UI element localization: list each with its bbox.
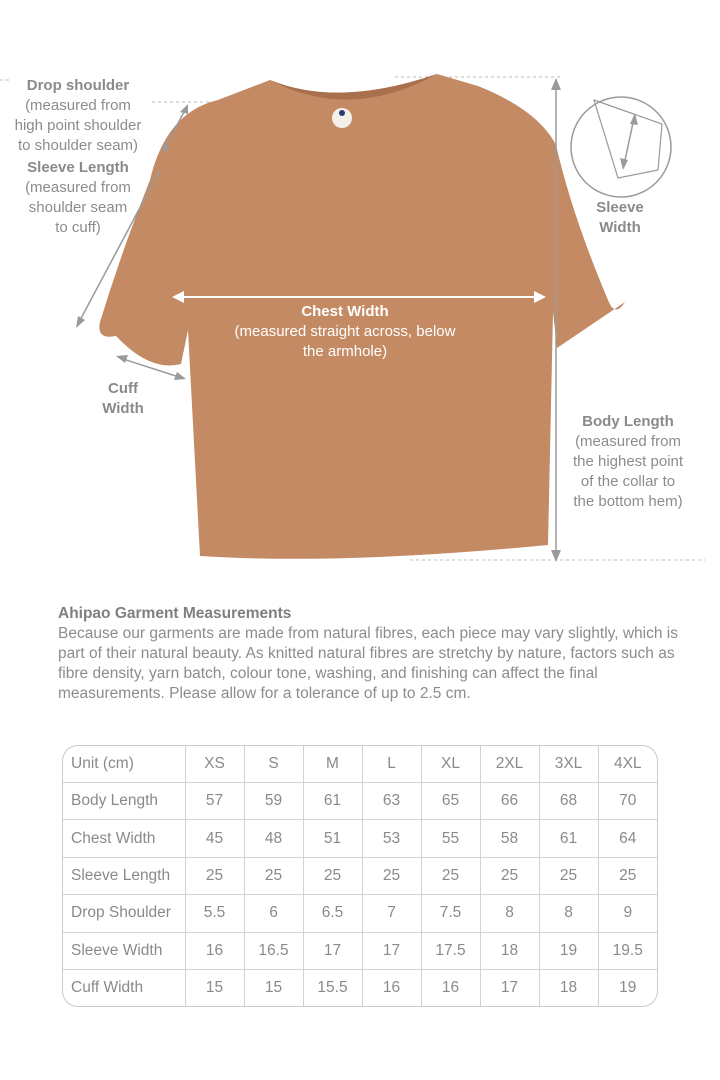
sleeve-length-line-1: (measured from — [25, 179, 131, 196]
chest-width-title: Chest Width — [301, 303, 389, 320]
cuff-width-title-1: Cuff — [108, 380, 138, 397]
drop-shoulder-arrow-head-top — [180, 104, 188, 114]
table-row — [63, 820, 657, 857]
table-cell: 61 — [303, 782, 362, 819]
table-cell: 25 — [480, 857, 539, 894]
table-cell: 48 — [244, 820, 303, 857]
table-cell: 8 — [480, 895, 539, 932]
measurement-name-cell: Cuff Width — [63, 970, 185, 1006]
size-header-cell: XS — [185, 746, 244, 782]
table-cell: 51 — [303, 820, 362, 857]
table-cell: 25 — [185, 857, 244, 894]
table-row — [63, 932, 657, 969]
table-cell: 70 — [598, 782, 657, 819]
info-title: Ahipao Garment Measurements — [58, 605, 292, 622]
measurement-name-cell: Drop Shoulder — [63, 895, 185, 932]
table-cell: 18 — [480, 932, 539, 969]
size-header-cell: XL — [421, 746, 480, 782]
drop-shoulder-line-2: high point shoulder — [14, 117, 142, 134]
table-cell: 53 — [362, 820, 421, 857]
table-cell: 15 — [244, 970, 303, 1006]
table-cell: 25 — [244, 857, 303, 894]
table-cell: 16 — [362, 970, 421, 1006]
table-cell: 25 — [421, 857, 480, 894]
table-cell: 15 — [185, 970, 244, 1006]
cuff-width-title-2: Width — [102, 400, 144, 417]
table-cell: 61 — [539, 820, 598, 857]
size-header-cell: S — [244, 746, 303, 782]
table-cell: 55 — [421, 820, 480, 857]
chest-width-line-2: the armhole) — [302, 343, 388, 360]
table-cell: 68 — [539, 782, 598, 819]
table-cell: 63 — [362, 782, 421, 819]
body-length-line-4: the bottom hem) — [573, 493, 683, 510]
size-header-cell: 2XL — [480, 746, 539, 782]
sleeve-length-arrow-head — [76, 316, 85, 328]
table-row — [63, 782, 657, 819]
table-cell: 16 — [185, 932, 244, 969]
sleeve-width-title-2: Width — [599, 219, 641, 236]
table-cell: 66 — [480, 782, 539, 819]
table-cell: 17 — [480, 970, 539, 1006]
table-cell: 6.5 — [303, 895, 362, 932]
brand-logo-icon — [339, 110, 345, 116]
body-length-line-3: of the collar to — [580, 473, 676, 490]
size-header-cell: M — [303, 746, 362, 782]
table-row — [63, 895, 657, 932]
table-cell: 16.5 — [244, 932, 303, 969]
measurement-name-cell: Chest Width — [63, 820, 185, 857]
table-cell: 58 — [480, 820, 539, 857]
size-table — [62, 745, 658, 1007]
table-cell: 59 — [244, 782, 303, 819]
table-cell: 65 — [421, 782, 480, 819]
cuff-width-label — [84, 379, 162, 419]
chest-width-line-1: (measured straight across, below — [234, 323, 456, 340]
measurement-name-cell: Body Length — [63, 782, 185, 819]
unit-header-cell: Unit (cm) — [63, 746, 185, 782]
table-cell: 25 — [303, 857, 362, 894]
drop-shoulder-label — [2, 76, 154, 156]
body-length-line-1: (measured from — [575, 433, 681, 450]
measurements-info — [58, 604, 678, 704]
chest-width-label — [225, 302, 465, 362]
table-cell: 45 — [185, 820, 244, 857]
drop-shoulder-line-3: to shoulder seam) — [17, 137, 139, 154]
table-cell: 25 — [598, 857, 657, 894]
table-cell: 19 — [598, 970, 657, 1006]
table-header-row — [63, 746, 657, 782]
table-cell: 17.5 — [421, 932, 480, 969]
sleeve-width-inset-circle — [571, 97, 671, 197]
info-body: Because our garments are made from natural fibres, each piece may vary slightly, which is part of their natural beauty. As knitted natural fibres are stretchy by nature, factors such as fibre density, yarn batch, colour tone, washing, and finishing can affect the final measurements. Please allow for a tolerance of up to 2.5 cm. — [58, 625, 678, 702]
cuff-arrow-head-right — [174, 372, 186, 380]
sleeve-length-line-3: to cuff) — [55, 219, 101, 236]
drop-shoulder-title: Drop shoulder — [26, 77, 130, 94]
body-arrow-bottom-head — [551, 550, 561, 562]
cuff-arrow-head-left — [116, 355, 128, 363]
table-cell: 19 — [539, 932, 598, 969]
table-cell: 19.5 — [598, 932, 657, 969]
table-cell: 7 — [362, 895, 421, 932]
table-cell: 16 — [421, 970, 480, 1006]
table-cell: 7.5 — [421, 895, 480, 932]
sleeve-width-label — [580, 198, 660, 238]
body-length-label — [560, 412, 696, 512]
table-cell: 8 — [539, 895, 598, 932]
sleeve-width-title-1: Sleeve — [596, 199, 644, 216]
table-cell: 17 — [303, 932, 362, 969]
table-cell: 15.5 — [303, 970, 362, 1006]
table-cell: 64 — [598, 820, 657, 857]
table-cell: 9 — [598, 895, 657, 932]
body-length-line-2: the highest point — [572, 453, 684, 470]
table-cell: 18 — [539, 970, 598, 1006]
measurement-name-cell: Sleeve Length — [63, 857, 185, 894]
size-header-cell: 4XL — [598, 746, 657, 782]
table-cell: 5.5 — [185, 895, 244, 932]
sleeve-length-line-2: shoulder seam — [28, 199, 128, 216]
size-header-cell: L — [362, 746, 421, 782]
drop-shoulder-line-1: (measured from — [25, 97, 131, 114]
measurement-name-cell: Sleeve Width — [63, 932, 185, 969]
sleeve-length-title: Sleeve Length — [27, 159, 129, 176]
table-cell: 6 — [244, 895, 303, 932]
table-cell: 25 — [362, 857, 421, 894]
size-table-grid — [63, 746, 657, 1006]
table-cell: 17 — [362, 932, 421, 969]
table-cell: 25 — [539, 857, 598, 894]
body-arrow-top-head — [551, 78, 561, 90]
table-row — [63, 970, 657, 1006]
sleeve-length-label — [8, 158, 148, 238]
table-row — [63, 857, 657, 894]
body-length-title: Body Length — [582, 413, 674, 430]
size-header-cell: 3XL — [539, 746, 598, 782]
table-cell: 57 — [185, 782, 244, 819]
